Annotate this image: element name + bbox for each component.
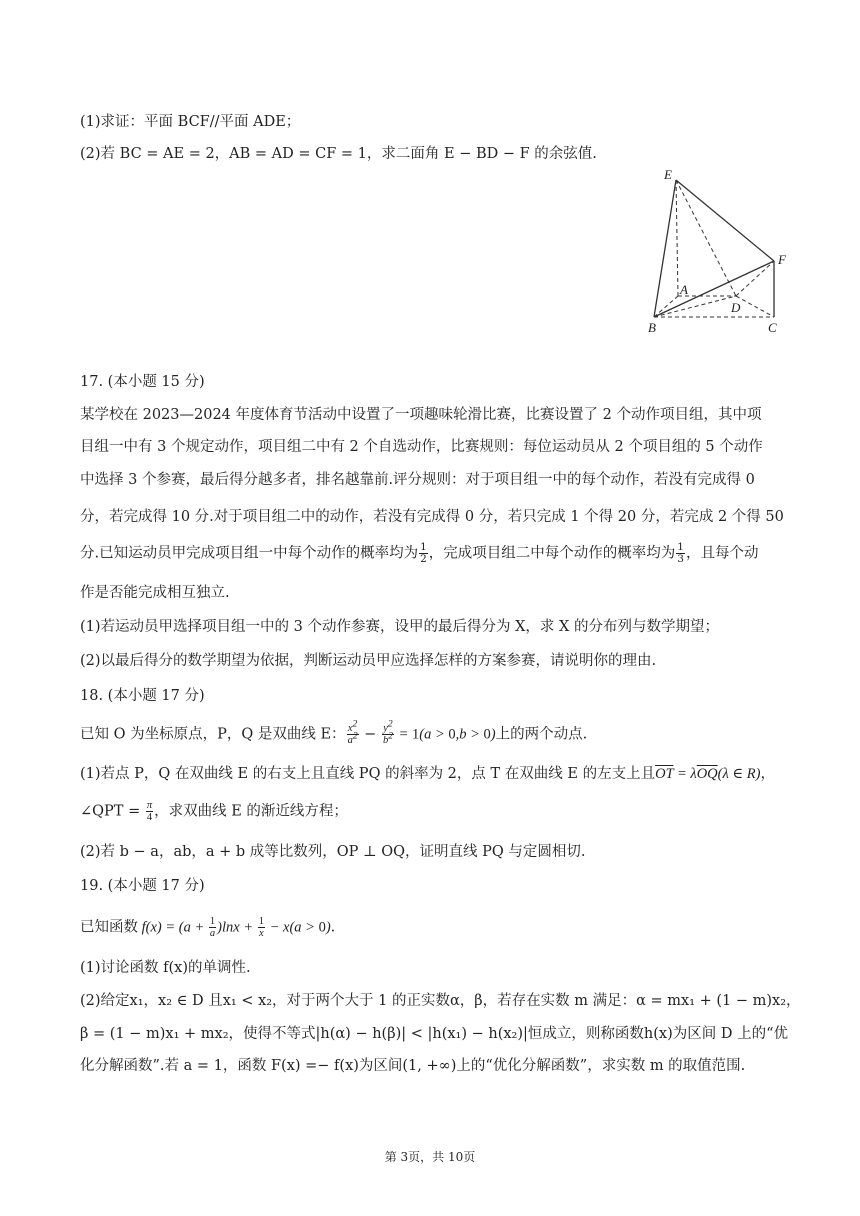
- fraction-one-half: $\frac{1}{2}$: [420, 541, 427, 565]
- label-C: C: [768, 320, 777, 335]
- label-F: F: [778, 252, 786, 267]
- q19-part2-line1: (2)给定x₁，x₂ ∈ D 且x₁ < x₂，对于两个大于 1 的正实数α，β，若存在实数 m 满足：α = mx₁ + (1 − m)x₂，: [80, 993, 801, 1009]
- q19-part2-line3: 化分解函数”.若 a = 1，函数 F(x) =− f(x)为区间(1, +∞)上的“优化分解函数”，求实数 m 的取值范围.: [80, 1058, 746, 1074]
- q19-part2-line2: β = (1 − m)x₁ + mx₂，使得不等式|h(α) − h(β)| < |h(x₁) − h(x₂)|恒成立，则称函数h(x)为区间 D 上的“优: [80, 1026, 788, 1042]
- q18-part1-line1: (1)若点 P，Q 在双曲线 E 的右支上且直线 PQ 的斜率为 2，点 T 在双曲线 E 的左支上且$\overline{OT} = \lambda\overline{OQ}(\lambda$ ∈ R)，: [80, 766, 775, 782]
- q18-part2: (2)若 b − a，ab，a + b 成等比数列，OP ⊥ OQ，证明直线 PQ 与定圆相切.: [80, 844, 586, 860]
- label-A: A: [680, 282, 688, 297]
- q17-line4: 分，若完成得 10 分.对于项目组二中的动作，若没有完成得 0 分，若只完成 1 个得 20 分，若完成 2 个得 50: [80, 509, 784, 525]
- label-B: B: [648, 320, 656, 335]
- q17-line3: 中选择 3 个参赛，最后得分越多者，排名越靠前.评分规则：对于项目组一中的每个动作，若没有完成得 0: [80, 472, 755, 488]
- q19-intro: 已知函数 f(x) = (a + $\frac{1}{a}$ )lnx + $\frac{1}{x}$ − x(a > 0).: [80, 916, 336, 939]
- q18-intro: 已知 O 为坐标原点，P，Q 是双曲线 E： $\frac{x^2}{a^2}$ − $\frac{y^2}{b^2}$ = 1(a > 0,b > 0)上的两个动点.: [80, 719, 588, 746]
- geometry-figure: [636, 164, 796, 342]
- q17-part2: (2)以最后得分的数学期望为依据，判断运动员甲应选择怎样的方案参赛，请说明你的理由.: [80, 653, 657, 669]
- page-footer: 第 3页，共 10页: [384, 1150, 476, 1164]
- q19-part1: (1)讨论函数 f(x)的单调性.: [80, 960, 251, 976]
- q16-part1: (1)求证：平面 BCF//平面 ADE；: [80, 114, 301, 130]
- q18-part1-line2: ∠QPT = $\frac{\pi}{4}$ ，求双曲线 E 的渐近线方程；: [80, 800, 348, 823]
- fraction-one-third: $\frac{1}{3}$: [677, 541, 684, 565]
- q17-line6: 作是否能完成相互独立.: [80, 585, 230, 601]
- q17-part1: (1)若运动员甲选择项目组一中的 3 个动作参赛，设甲的最后得分为 X，求 X 的分布列与数学期望；: [80, 619, 719, 635]
- q17-line5: 分.已知运动员甲完成项目组一中每个动作的概率均为 $\frac{1}{2}$ ，完成项目组二中每个动作的概率均为 $\frac{1}{3}$ ，且每个动: [80, 541, 759, 565]
- label-D: D: [731, 300, 741, 315]
- q16-part2: (2)若 BC = AE = 2，AB = AD = CF = 1，求二面角 E − BD − F 的余弦值.: [80, 146, 597, 162]
- q19-header: 19. (本小题 17 分): [80, 878, 205, 894]
- q17-line1: 某学校在 2023—2024 年度体育节活动中设置了一项趣味轮滑比赛，比赛设置了 2 个动作项目组，其中项: [80, 407, 762, 423]
- label-E: E: [664, 167, 672, 182]
- q17-header: 17. (本小题 15 分): [80, 374, 205, 390]
- q18-header: 18. (本小题 17 分): [80, 688, 205, 704]
- q17-line2: 目组一中有 3 个规定动作，项目组二中有 2 个自选动作，比赛规则：每位运动员从 2 个项目组的 5 个动作: [80, 439, 763, 455]
